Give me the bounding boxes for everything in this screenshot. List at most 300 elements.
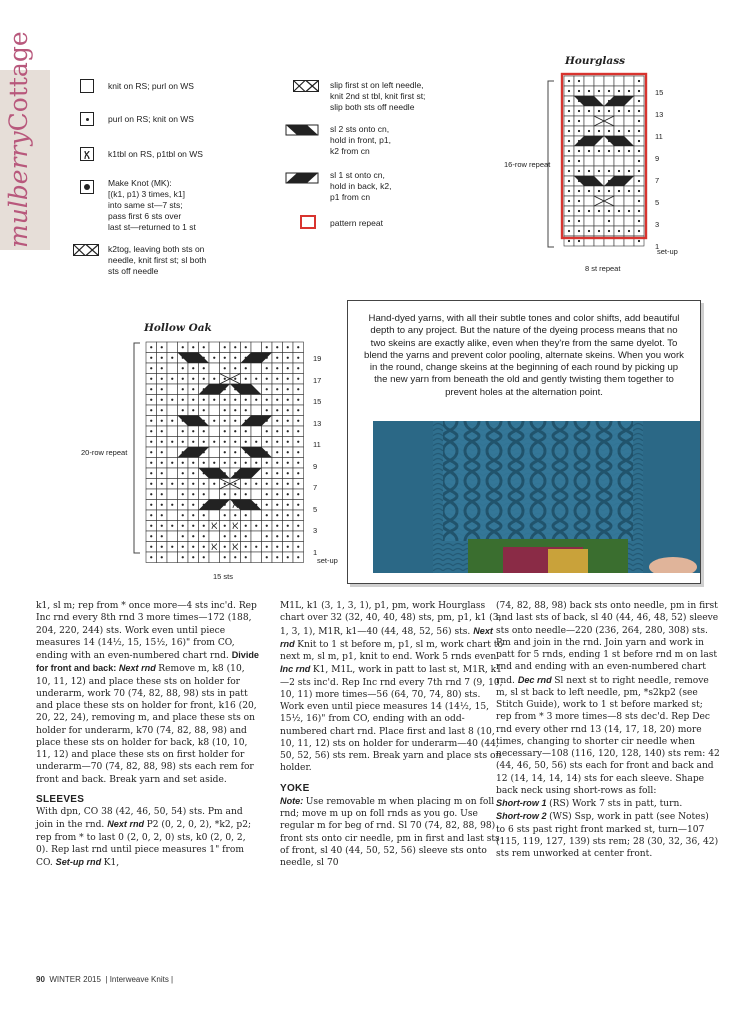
purl-dot xyxy=(171,462,173,464)
chart-cell xyxy=(251,510,262,521)
chart-cell xyxy=(604,116,614,126)
purl-dot xyxy=(213,420,215,422)
purl-dot xyxy=(234,357,236,359)
hollow-oak-row-number: 7 xyxy=(313,483,318,492)
purl-dot xyxy=(276,483,278,485)
cross-front-icon xyxy=(285,124,319,136)
purl-dot xyxy=(578,120,580,122)
purl-dot xyxy=(628,170,630,172)
purl-dot xyxy=(224,493,226,495)
purl-dot xyxy=(255,378,257,380)
purl-dot xyxy=(638,160,640,162)
purl-dot xyxy=(598,130,600,132)
purl-dot xyxy=(568,120,570,122)
hollow-oak-row-number: 13 xyxy=(313,418,322,428)
purl-dot xyxy=(150,367,152,369)
purl-dot xyxy=(638,190,640,192)
purl-dot xyxy=(245,367,247,369)
purl-dot xyxy=(266,483,268,485)
purl-dot xyxy=(224,346,226,348)
chart-cell xyxy=(594,116,604,126)
purl-dot xyxy=(588,210,590,212)
hourglass-row-number: 13 xyxy=(655,110,664,119)
chart-cell xyxy=(167,489,178,500)
purl-dot xyxy=(213,462,215,464)
purl-dot xyxy=(297,399,299,401)
sleeves-heading: SLEEVES xyxy=(36,793,85,805)
purl-dot xyxy=(150,462,152,464)
purl-dot xyxy=(276,472,278,474)
purl-dot xyxy=(628,190,630,192)
chart-cell xyxy=(584,216,594,226)
hollow-oak-row-number: 19 xyxy=(313,354,322,363)
purl-dot xyxy=(224,514,226,516)
hourglass-row-number: 9 xyxy=(655,154,660,163)
purl-dot xyxy=(255,483,257,485)
purl-dot xyxy=(245,546,247,548)
hourglass-row-number: 5 xyxy=(655,198,660,207)
purl-dot xyxy=(150,420,152,422)
purl-dot xyxy=(192,514,194,516)
purl-dot xyxy=(276,399,278,401)
publication-name: Interweave Knits xyxy=(109,975,169,984)
chart-cell xyxy=(614,216,624,226)
purl-dot xyxy=(568,130,570,132)
purl-dot xyxy=(568,140,570,142)
purl-dot xyxy=(192,462,194,464)
purl-dot xyxy=(203,514,205,516)
purl-dot xyxy=(287,451,289,453)
purl-dot xyxy=(224,451,226,453)
hollow-oak-row-number: 3 xyxy=(313,526,318,535)
purl-dot xyxy=(192,388,194,390)
chart-cell xyxy=(614,196,624,206)
chart-cell xyxy=(594,216,604,226)
purl-dot xyxy=(568,110,570,112)
purl-dot xyxy=(171,525,173,527)
purl-dot xyxy=(598,230,600,232)
purl-dot xyxy=(266,441,268,443)
purl-dot xyxy=(638,210,640,212)
para-short-row-1: Short-row 1 (RS) Work 7 sts in patt, turn. xyxy=(496,798,683,809)
purl-dot xyxy=(568,190,570,192)
purl-dot xyxy=(150,441,152,443)
purl-dot xyxy=(276,441,278,443)
chart-cell xyxy=(209,426,220,437)
purl-dot xyxy=(578,170,580,172)
purl-dot xyxy=(578,110,580,112)
purl-dot xyxy=(638,120,640,122)
purl-dot xyxy=(287,535,289,537)
purl-dot xyxy=(150,472,152,474)
purl-dot xyxy=(192,430,194,432)
chart-cell xyxy=(594,156,604,166)
chart-cell xyxy=(167,342,178,353)
purl-dot xyxy=(578,210,580,212)
purl-dot xyxy=(287,504,289,506)
para-sleeves: With dpn, CO 38 (42, 46, 50, 54) sts. Pm and join in the rnd. Next rnd P2 (0, 2, 0, 2), *k2, p2; rep from * to last 0 (2, 0, 2, 0) sts, k0 (2, 0, 2, 0). Rep last rnd until piece measures 1" from CO. Set-up rnd K1, xyxy=(36,807,252,868)
purl-dot xyxy=(297,556,299,558)
purl-dot xyxy=(150,357,152,359)
purl-dot xyxy=(203,430,205,432)
purl-dot xyxy=(297,378,299,380)
purl-dot xyxy=(618,170,620,172)
sweater-photo xyxy=(373,421,700,573)
purl-dot xyxy=(266,535,268,537)
purl-dot xyxy=(568,150,570,152)
purl-dot xyxy=(150,378,152,380)
purl-dot xyxy=(182,462,184,464)
purl-dot xyxy=(297,514,299,516)
hourglass-row-number: 11 xyxy=(655,132,663,141)
purl-dot xyxy=(150,409,152,411)
purl-dot xyxy=(245,378,247,380)
chart-cell xyxy=(614,76,624,86)
purl-dot xyxy=(287,388,289,390)
purl-dot xyxy=(638,110,640,112)
knit-symbol-icon xyxy=(80,79,94,93)
purl-dot xyxy=(578,150,580,152)
purl-dot xyxy=(192,367,194,369)
purl-dot xyxy=(182,409,184,411)
purl-dot xyxy=(234,430,236,432)
purl-dot xyxy=(150,504,152,506)
purl-dot xyxy=(224,378,226,380)
purl-dot xyxy=(234,535,236,537)
purl-dot xyxy=(182,493,184,495)
purl-dot xyxy=(568,240,570,242)
purl-dot xyxy=(245,525,247,527)
purl-dot xyxy=(287,357,289,359)
hourglass-title: Hourglass xyxy=(565,55,626,67)
purl-dot xyxy=(161,483,163,485)
chart-cell xyxy=(167,447,178,458)
purl-dot xyxy=(276,367,278,369)
purl-dot xyxy=(638,180,640,182)
hollow-oak-row-number: 9 xyxy=(313,461,318,471)
purl-dot xyxy=(628,210,630,212)
chart-cell xyxy=(167,531,178,542)
purl-dot xyxy=(598,150,600,152)
purl-dot xyxy=(297,535,299,537)
purl-dot xyxy=(628,110,630,112)
hollow-oak-setup-label: set-up xyxy=(317,556,338,565)
tip-text: Hand-dyed yarns, with all their subtle tones and color shifts, add beautiful depth to any project. But the nature of the dyeing process means that no two skeins are exactly alike, even when they're from the same dyelot. To blend the yarns and prevent color pooling, alternate skeins. When you work in the round, change skeins at the beginning of each round by picking up the new yarn from beneath the old and gently twisting them together to prevent holes at the alternation point. xyxy=(364,313,684,398)
purl-dot xyxy=(234,399,236,401)
purl-dot xyxy=(161,451,163,453)
purl-dot xyxy=(150,399,152,401)
purl-dot xyxy=(568,80,570,82)
chart-cell xyxy=(167,384,178,395)
purl-dot xyxy=(182,504,184,506)
purl-dot xyxy=(276,504,278,506)
chart-cell xyxy=(209,405,220,416)
purl-dot xyxy=(234,367,236,369)
purl-dot xyxy=(213,399,215,401)
purl-dot xyxy=(638,200,640,202)
purl-dot xyxy=(297,472,299,474)
chart-cell xyxy=(251,426,262,437)
chart-cell xyxy=(209,342,220,353)
para-sleeve-cont: M1L, k1 (3, 1, 3, 1), p1, pm, work Hourglass chart over 32 (32, 40, 40, 48) sts, pm, p1, k1 (3, 1, 3, 1), M1R, k1—40 (44, 48, 52, 56) sts. Next rnd Knit to 1 st before m, p1, sl m, work chart to next m, sl m, p1, knit to end. Work 5 rnds even. Inc rnd K1, M1L, work in patt to last st, M1R, k1—2 sts inc'd. Rep Inc rnd every 7th rnd 7 (9, 10, 10, 11) more times—56 (64, 70, 74, 80) sts. Work even until piece measures 14 (14½, 15, 15½, 16)" from CO, ending with an odd-numbered chart rnd. Place first and last 8 (10, 10, 11, 12) sts on holder for underarm—40 (44, 50, 52, 56) sts rem. Break yarn and place sts on holder. xyxy=(280,601,503,774)
text-column-2 xyxy=(280,600,504,869)
purl-dot xyxy=(255,525,257,527)
purl-dot xyxy=(276,556,278,558)
purl-dot xyxy=(161,399,163,401)
purl-dot xyxy=(266,399,268,401)
purl-dot xyxy=(182,367,184,369)
hourglass-row-number: 1 xyxy=(655,242,660,251)
hollow-oak-row-number: 11 xyxy=(313,440,321,449)
purl-dot xyxy=(568,100,570,102)
yoke-heading: YOKE xyxy=(280,782,310,794)
purl-dot xyxy=(578,200,580,202)
purl-dot xyxy=(297,546,299,548)
purl-dot xyxy=(161,546,163,548)
hourglass-repeat-bracket xyxy=(540,80,556,248)
purl-dot xyxy=(266,514,268,516)
purl-dot xyxy=(161,420,163,422)
purl-dot xyxy=(588,110,590,112)
text-column-3 xyxy=(496,600,720,860)
purl-dot xyxy=(182,378,184,380)
purl-dot xyxy=(224,556,226,558)
purl-dot xyxy=(266,409,268,411)
chart-cell xyxy=(209,447,220,458)
pattern-repeat-icon xyxy=(300,215,316,229)
purl-dot xyxy=(297,367,299,369)
purl-dot xyxy=(276,357,278,359)
purl-dot xyxy=(287,430,289,432)
purl-dot xyxy=(161,493,163,495)
purl-dot xyxy=(608,130,610,132)
hourglass-row-number: 3 xyxy=(655,220,660,229)
chart-cell xyxy=(209,521,220,532)
purl-dot xyxy=(276,430,278,432)
chart-cell xyxy=(604,196,614,206)
purl-dot xyxy=(255,462,257,464)
purl-dot xyxy=(171,420,173,422)
text-column-1 xyxy=(36,600,260,869)
chart-cell xyxy=(167,363,178,374)
purl-dot xyxy=(568,170,570,172)
purl-dot xyxy=(266,346,268,348)
purl-dot xyxy=(287,472,289,474)
purl-dot xyxy=(161,430,163,432)
purl-dot xyxy=(224,462,226,464)
purl-dot xyxy=(578,190,580,192)
purl-dot xyxy=(161,367,163,369)
purl-dot xyxy=(638,80,640,82)
purl-dot xyxy=(578,130,580,132)
purl-dot xyxy=(608,150,610,152)
chart-cell xyxy=(624,216,634,226)
purl-dot xyxy=(224,420,226,422)
purl-dot xyxy=(297,504,299,506)
purl-dot xyxy=(297,451,299,453)
hollow-oak-st-label: 15 sts xyxy=(213,572,234,581)
purl-dot xyxy=(203,483,205,485)
purl-dot xyxy=(276,378,278,380)
chart-cell xyxy=(251,405,262,416)
purl-dot xyxy=(224,430,226,432)
purl-dot xyxy=(192,441,194,443)
purl-dot xyxy=(638,100,640,102)
purl-dot xyxy=(287,525,289,527)
purl-dot xyxy=(276,451,278,453)
purl-dot xyxy=(224,535,226,537)
hollow-oak-repeat-bracket xyxy=(126,342,142,554)
purl-dot xyxy=(598,210,600,212)
purl-dot xyxy=(266,504,268,506)
purl-dot xyxy=(568,160,570,162)
purl-dot xyxy=(266,472,268,474)
purl-dot xyxy=(150,525,152,527)
purl-dot xyxy=(638,170,640,172)
purl-dot xyxy=(171,504,173,506)
purl-dot xyxy=(245,556,247,558)
hollow-oak-row-number: 1 xyxy=(313,547,318,557)
purl-dot xyxy=(266,493,268,495)
purl-dot xyxy=(568,90,570,92)
chart-cell xyxy=(624,156,634,166)
purl-dot xyxy=(203,346,205,348)
purl-dot xyxy=(266,546,268,548)
purl-dot xyxy=(150,346,152,348)
purl-dot xyxy=(568,200,570,202)
purl-dot xyxy=(287,346,289,348)
purl-dot xyxy=(224,525,226,527)
purl-dot xyxy=(192,504,194,506)
purl-dot xyxy=(608,170,610,172)
purl-dot xyxy=(578,90,580,92)
chart-cell xyxy=(594,196,604,206)
purl-dot xyxy=(628,230,630,232)
purl-dot xyxy=(245,514,247,516)
purl-dot xyxy=(203,493,205,495)
purl-dot xyxy=(598,110,600,112)
purl-dot xyxy=(192,378,194,380)
chart-cell xyxy=(604,156,614,166)
purl-dot xyxy=(161,388,163,390)
purl-dot xyxy=(182,441,184,443)
purl-dot xyxy=(182,546,184,548)
purl-dot xyxy=(608,110,610,112)
purl-dot xyxy=(618,130,620,132)
chart-cell xyxy=(614,156,624,166)
make-knot-icon xyxy=(80,180,94,194)
key-cross-front: sl 2 sts onto cn, hold in front, p1, k2 from cn xyxy=(330,124,391,156)
purl-dot xyxy=(192,546,194,548)
purl-dot xyxy=(578,80,580,82)
purl-dot xyxy=(297,409,299,411)
purl-dot xyxy=(182,514,184,516)
purl-dot xyxy=(638,220,640,222)
k2tog-both-icon xyxy=(73,244,99,256)
purl-dot xyxy=(150,483,152,485)
purl-dot xyxy=(161,378,163,380)
purl-dot xyxy=(234,493,236,495)
hollow-oak-repeat-label: 20-row repeat xyxy=(81,448,128,457)
purl-dot xyxy=(161,535,163,537)
para-yoke-cont: (74, 82, 88, 98) back sts onto needle, pm in first and last sts of back, sl 40 (44, 46, 48, 52) sleeve sts onto needle—220 (236, 264, 280, 308) sts. Pm and join in the rnd. Join yarn and work in patt for 5 rnds, ending 1 st before rnd m on last rnd and ending with an even-numbered chart rnd. Dec rnd Sl next st to right needle, remove m, sl st back to left needle, pm, *s2kp2 (see Stitch Guide), work to 1 st before marked st; rep from * 3 more times—8 sts dec'd. Rep Dec rnd every other rnd 13 (14, 17, 18, 20) more times, changing to shorter cir needle when necessary—108 (116, 120, 128, 140) sts rem: 42 (44, 46, 50, 56) sts each for front and back and 12 (14, 14, 14, 14) sts for each sleeve. Shape back neck using short-rows as foll: xyxy=(496,601,720,796)
key-k1tbl: k1tbl on RS, p1tbl on WS xyxy=(108,149,203,159)
purl-dot xyxy=(266,430,268,432)
purl-dot xyxy=(266,378,268,380)
chart-cell xyxy=(251,531,262,542)
purl-dot xyxy=(287,483,289,485)
purl-dot xyxy=(245,535,247,537)
purl-dot xyxy=(297,357,299,359)
purl-dot xyxy=(598,170,600,172)
key-slip-swap: slip first st on left needle, knit 2nd st tbl, knit first st; slip both sts off needle xyxy=(330,80,426,112)
purl-dot xyxy=(245,346,247,348)
purl-dot xyxy=(234,409,236,411)
purl-dot xyxy=(598,190,600,192)
chart-cell xyxy=(167,405,178,416)
purl-dot xyxy=(234,378,236,380)
purl-dot xyxy=(161,346,163,348)
purl-dot xyxy=(297,420,299,422)
purl-dot xyxy=(182,430,184,432)
purl-dot xyxy=(213,483,215,485)
brand-tab xyxy=(0,31,50,250)
purl-dot xyxy=(182,399,184,401)
purl-dot xyxy=(161,357,163,359)
chart-cell xyxy=(209,489,220,500)
purl-dot xyxy=(608,190,610,192)
purl-dot xyxy=(618,190,620,192)
purl-dot xyxy=(276,546,278,548)
purl-dot xyxy=(203,525,205,527)
purl-dot xyxy=(150,430,152,432)
key-pattern-repeat: pattern repeat xyxy=(330,218,383,228)
chart-cell xyxy=(594,76,604,86)
chart-cell xyxy=(209,531,220,542)
purl-dot xyxy=(234,420,236,422)
purl-dot xyxy=(297,441,299,443)
purl-dot xyxy=(618,110,620,112)
purl-dot xyxy=(608,220,610,222)
purl-dot xyxy=(568,210,570,212)
purl-dot xyxy=(192,525,194,527)
purl-dot xyxy=(266,556,268,558)
hollow-oak-row-number: 17 xyxy=(313,375,322,385)
purl-dot xyxy=(568,220,570,222)
purl-dot xyxy=(203,378,205,380)
purl-dot xyxy=(171,483,173,485)
purl-dot xyxy=(588,90,590,92)
key-purl: purl on RS; knit on WS xyxy=(108,114,194,124)
purl-dot xyxy=(578,160,580,162)
purl-dot xyxy=(245,483,247,485)
chart-cell xyxy=(251,489,262,500)
purl-dot xyxy=(161,525,163,527)
chart-cell xyxy=(624,116,634,126)
purl-dot xyxy=(245,430,247,432)
purl-dot xyxy=(255,441,257,443)
purl-dot xyxy=(628,130,630,132)
chart-cell xyxy=(209,552,220,563)
purl-dot xyxy=(568,180,570,182)
purl-dot xyxy=(638,230,640,232)
purl-dot xyxy=(182,388,184,390)
purl-dot xyxy=(287,514,289,516)
purl-dot xyxy=(287,409,289,411)
purl-dot xyxy=(276,420,278,422)
purl-dot xyxy=(618,90,620,92)
hourglass-setup-label: set-up xyxy=(657,247,678,256)
